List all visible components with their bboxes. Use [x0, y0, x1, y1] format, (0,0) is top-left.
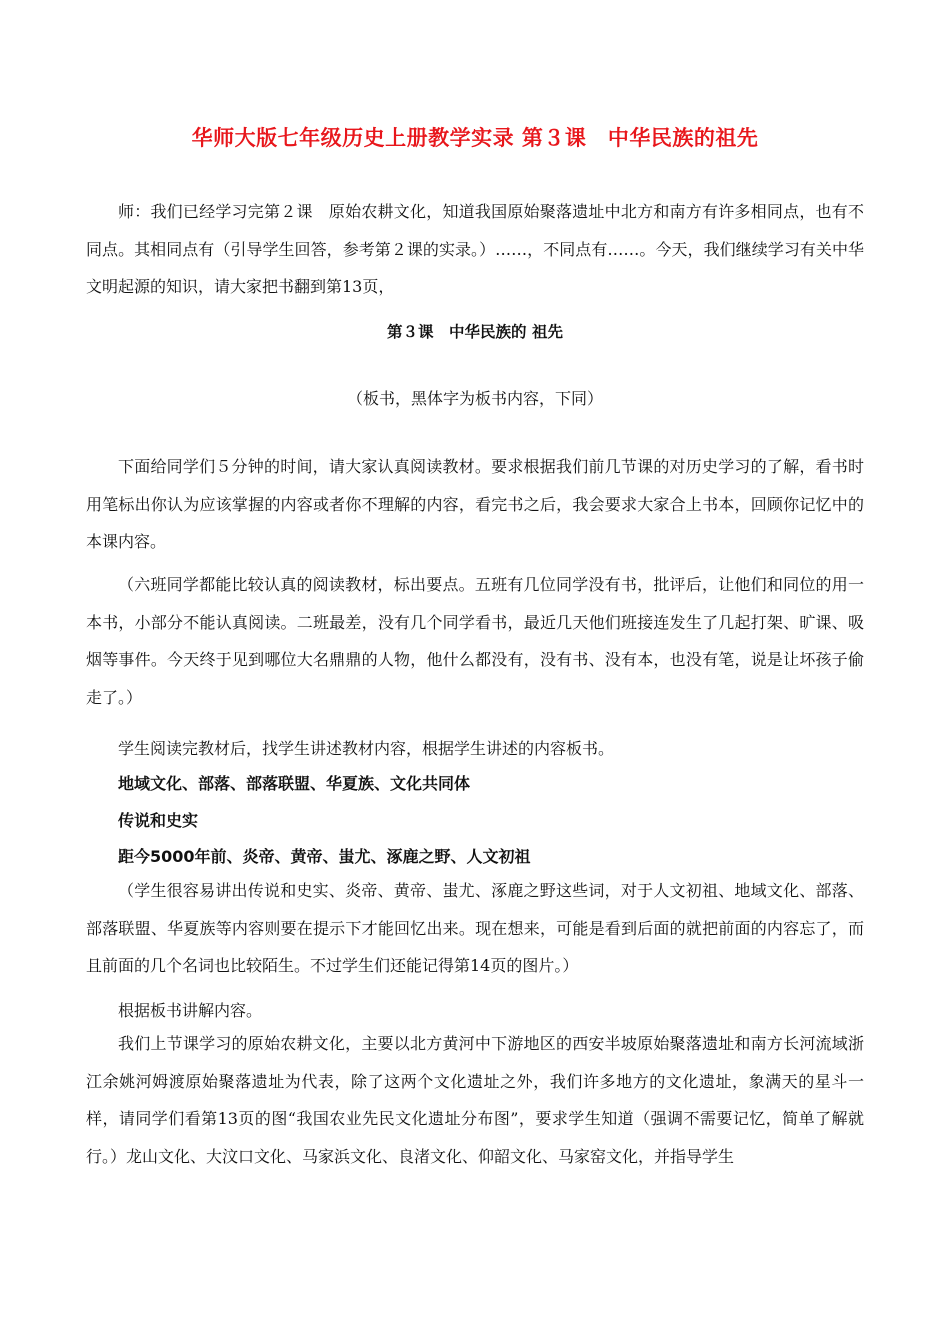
student-recall-paragraph: （学生很容易讲出传说和史实、炎帝、黄帝、蚩尤、涿鹿之野这些词，对于人文初祖、地域文化、部落、部落联盟、华夏族等内容则要在提示下才能回忆出来。现在想来，可能是看到后面的就把前面的内容忘了，而且前面的几个名词也比较陌生。不过学生们还能记得第14页的图片。）	[86, 881, 864, 975]
document-title: 华师大版七年级历史上册教学实录 第３课 中华民族的祖先	[191, 126, 759, 150]
review-paragraph: 我们上节课学习的原始农耕文化，主要以北方黄河中下游地区的西安半坡原始聚落遗址和南方长河流域浙江余姚河姆渡原始聚落遗址为代表，除了这两个文化遗址之外，我们许多地方的文化遗址，象满天的星斗一样，请同学们看第13页的图“我国农业先民文化遗址分布图”，要求学生知道（强调不需要记忆，简单了解就行。）龙山文化、大汶口文化、马家浜文化、良渚文化、仰韶文化、马家窑文化，并指导学生	[86, 1034, 864, 1166]
explain-text: 根据板书讲解内容。	[118, 1001, 263, 1020]
board-line-concepts: 地域文化、部落、部落联盟、华夏族、文化共同体	[118, 774, 471, 793]
class-observation: （六班同学都能比较认真的阅读教材，标出要点。五班有几位同学没有书，批评后，让他们和同位的用一本书，小部分不能认真阅读。二班最差，没有几个同学看书，最近几天他们班接连发生了几起打架、旷课、吸烟等事件。今天终于见到哪位大名鼎鼎的人物，他什么都没有，没有书、没有本，也没有笔，说是让坏孩子偷走了。）	[86, 575, 864, 707]
board-line-ancestors: 距今5000年前、炎帝、黄帝、蚩尤、涿鹿之野、人文初祖	[118, 847, 531, 866]
intro-paragraph: 师：我们已经学习完第２课 原始农耕文化，知道我国原始聚落遗址中北方和南方有许多相同点，也有不同点。其相同点有（引导学生回答，参考第２课的实录。）……，不同点有……。今天，我们继续学习有关中华文明起源的知识，请大家把书翻到第13页，	[86, 202, 864, 296]
board-line-legend-history: 传说和史实	[118, 811, 199, 830]
after-reading-text: 学生阅读完教材后，找学生讲述教材内容，根据学生讲述的内容板书。	[118, 739, 615, 758]
lesson-heading: 第３课 中华民族的 祖先	[387, 323, 563, 341]
board-note: （板书，黑体字为板书内容，下同）	[346, 389, 603, 408]
reading-instruction: 下面给同学们５分钟的时间，请大家认真阅读教材。要求根据我们前几节课的对历史学习的了解，看书时用笔标出你认为应该掌握的内容或者你不理解的内容，看完书之后，我会要求大家合上书本，回顾你记忆中的本课内容。	[86, 457, 864, 551]
